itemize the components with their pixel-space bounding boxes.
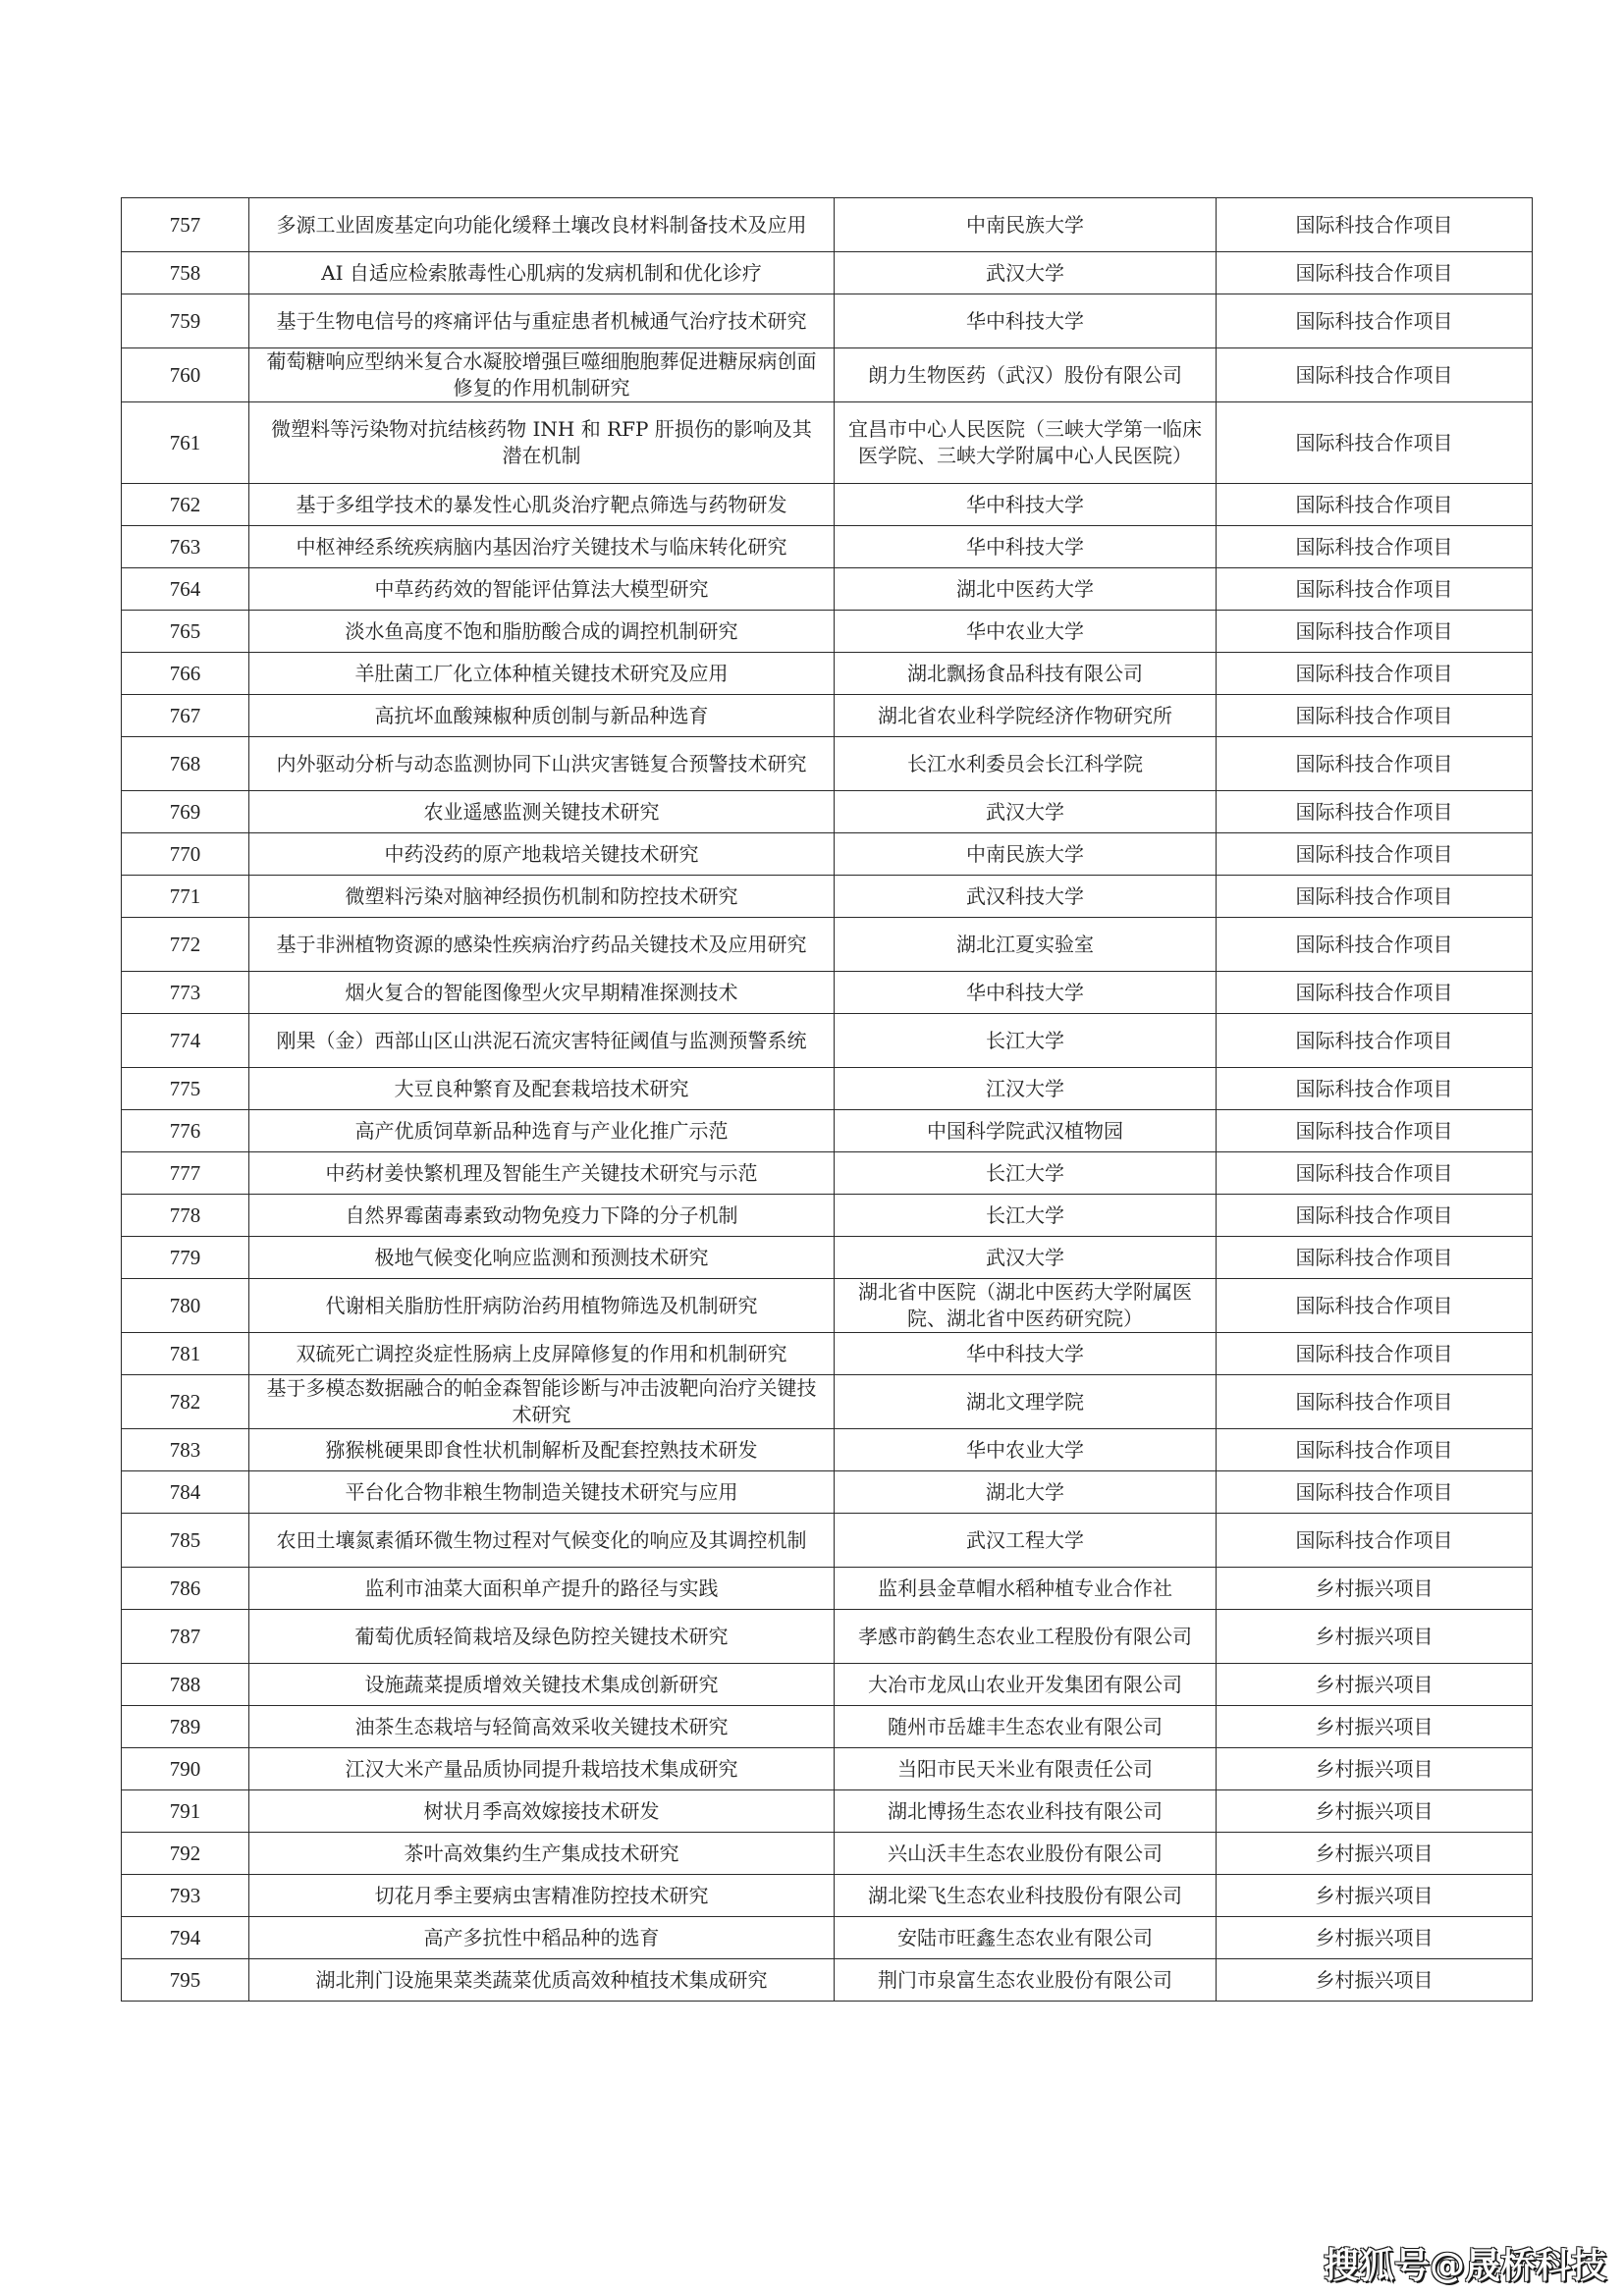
table-row [122, 568, 1533, 611]
cell-institution: 武汉大学 [835, 791, 1217, 833]
cell-project-title: 极地气候变化响应监测和预测技术研究 [249, 1237, 835, 1279]
table-row [122, 402, 1533, 484]
cell-institution: 长江大学 [835, 1152, 1217, 1195]
cell-project-title: 高产优质饲草新品种选育与产业化推广示范 [249, 1110, 835, 1152]
table-row [122, 1014, 1533, 1068]
cell-institution: 湖北文理学院 [835, 1375, 1217, 1429]
cell-project-title: 切花月季主要病虫害精准防控技术研究 [249, 1875, 835, 1917]
cell-institution: 中南民族大学 [835, 833, 1217, 876]
cell-category: 国际科技合作项目 [1217, 653, 1533, 695]
table-row [122, 1875, 1533, 1917]
table-row [122, 1748, 1533, 1790]
cell-project-title: 中草药药效的智能评估算法大模型研究 [249, 568, 835, 611]
table-row [122, 1195, 1533, 1237]
cell-institution: 当阳市民天米业有限责任公司 [835, 1748, 1217, 1790]
cell-project-title: 中药材姜快繁机理及智能生产关键技术研究与示范 [249, 1152, 835, 1195]
cell-project-title: 高产多抗性中稻品种的选育 [249, 1917, 835, 1959]
cell-project-title: 中药没药的原产地栽培关键技术研究 [249, 833, 835, 876]
cell-number: 780 [122, 1279, 249, 1333]
cell-number: 790 [122, 1748, 249, 1790]
table-row [122, 1152, 1533, 1195]
cell-category: 乡村振兴项目 [1217, 1790, 1533, 1833]
cell-project-title: 监利市油菜大面积单产提升的路径与实践 [249, 1568, 835, 1610]
cell-category: 国际科技合作项目 [1217, 1195, 1533, 1237]
cell-project-title: 树状月季高效嫁接技术研发 [249, 1790, 835, 1833]
cell-number: 774 [122, 1014, 249, 1068]
table-row [122, 1375, 1533, 1429]
cell-institution: 朗力生物医药（武汉）股份有限公司 [835, 348, 1217, 402]
cell-category: 国际科技合作项目 [1217, 1279, 1533, 1333]
table-row [122, 294, 1533, 348]
cell-number: 768 [122, 737, 249, 791]
cell-project-title: AI 自适应检索脓毒性心肌病的发病机制和优化诊疗 [249, 252, 835, 294]
cell-number: 762 [122, 484, 249, 526]
cell-institution: 长江大学 [835, 1195, 1217, 1237]
table-row [122, 653, 1533, 695]
cell-number: 777 [122, 1152, 249, 1195]
table-row [122, 1279, 1533, 1333]
cell-institution: 监利县金草帽水稻种植专业合作社 [835, 1568, 1217, 1610]
cell-project-title: 刚果（金）西部山区山洪泥石流灾害特征阈值与监测预警系统 [249, 1014, 835, 1068]
cell-category: 乡村振兴项目 [1217, 1610, 1533, 1664]
cell-institution: 长江水利委员会长江科学院 [835, 737, 1217, 791]
cell-number: 793 [122, 1875, 249, 1917]
table-row [122, 1068, 1533, 1110]
cell-institution: 孝感市韵鹤生态农业工程股份有限公司 [835, 1610, 1217, 1664]
cell-project-title: 烟火复合的智能图像型火灾早期精准探测技术 [249, 972, 835, 1014]
cell-project-title: 农业遥感监测关键技术研究 [249, 791, 835, 833]
table-row [122, 484, 1533, 526]
cell-institution: 华中科技大学 [835, 294, 1217, 348]
cell-number: 787 [122, 1610, 249, 1664]
cell-institution: 武汉工程大学 [835, 1514, 1217, 1568]
cell-category: 乡村振兴项目 [1217, 1959, 1533, 2002]
cell-category: 国际科技合作项目 [1217, 1471, 1533, 1514]
cell-institution: 江汉大学 [835, 1068, 1217, 1110]
cell-project-title: 油茶生态栽培与轻简高效采收关键技术研究 [249, 1706, 835, 1748]
table-row [122, 1706, 1533, 1748]
table-row [122, 1429, 1533, 1471]
cell-number: 789 [122, 1706, 249, 1748]
cell-institution: 湖北中医药大学 [835, 568, 1217, 611]
cell-category: 国际科技合作项目 [1217, 294, 1533, 348]
cell-project-title: 茶叶高效集约生产集成技术研究 [249, 1833, 835, 1875]
cell-number: 758 [122, 252, 249, 294]
table-row [122, 1471, 1533, 1514]
cell-project-title: 江汉大米产量品质协同提升栽培技术集成研究 [249, 1748, 835, 1790]
cell-category: 国际科技合作项目 [1217, 791, 1533, 833]
cell-project-title: 多源工业固废基定向功能化缓释土壤改良材料制备技术及应用 [249, 198, 835, 252]
cell-number: 795 [122, 1959, 249, 2002]
cell-project-title: 湖北荆门设施果菜类蔬菜优质高效种植技术集成研究 [249, 1959, 835, 2002]
cell-institution: 武汉大学 [835, 1237, 1217, 1279]
cell-project-title: 羊肚菌工厂化立体种植关键技术研究及应用 [249, 653, 835, 695]
cell-institution: 随州市岳雄丰生态农业有限公司 [835, 1706, 1217, 1748]
cell-institution: 华中科技大学 [835, 972, 1217, 1014]
watermark: 搜狐号@晟桥科技 [1324, 2246, 1607, 2286]
cell-category: 国际科技合作项目 [1217, 348, 1533, 402]
cell-category: 国际科技合作项目 [1217, 695, 1533, 737]
table-row [122, 737, 1533, 791]
cell-institution: 华中农业大学 [835, 1429, 1217, 1471]
cell-category: 国际科技合作项目 [1217, 1237, 1533, 1279]
table-row [122, 348, 1533, 402]
cell-number: 779 [122, 1237, 249, 1279]
cell-category: 国际科技合作项目 [1217, 1429, 1533, 1471]
cell-institution: 武汉科技大学 [835, 876, 1217, 918]
project-list-page [121, 197, 1532, 2002]
table-row [122, 1790, 1533, 1833]
cell-project-title: 代谢相关脂肪性肝病防治药用植物筛选及机制研究 [249, 1279, 835, 1333]
cell-institution: 华中科技大学 [835, 1333, 1217, 1375]
table-row [122, 252, 1533, 294]
cell-category: 国际科技合作项目 [1217, 484, 1533, 526]
cell-number: 791 [122, 1790, 249, 1833]
table-row [122, 918, 1533, 972]
cell-project-title: 基于多组学技术的暴发性心肌炎治疗靶点筛选与药物研发 [249, 484, 835, 526]
cell-institution: 湖北大学 [835, 1471, 1217, 1514]
cell-project-title: 葡萄糖响应型纳米复合水凝胶增强巨噬细胞胞葬促进糖尿病创面修复的作用机制研究 [249, 348, 835, 402]
table-row [122, 198, 1533, 252]
cell-number: 788 [122, 1664, 249, 1706]
cell-category: 国际科技合作项目 [1217, 918, 1533, 972]
cell-number: 786 [122, 1568, 249, 1610]
cell-number: 782 [122, 1375, 249, 1429]
cell-number: 771 [122, 876, 249, 918]
cell-category: 国际科技合作项目 [1217, 611, 1533, 653]
cell-number: 761 [122, 402, 249, 484]
cell-category: 国际科技合作项目 [1217, 1110, 1533, 1152]
cell-category: 国际科技合作项目 [1217, 737, 1533, 791]
cell-number: 769 [122, 791, 249, 833]
cell-institution: 大冶市龙凤山农业开发集团有限公司 [835, 1664, 1217, 1706]
cell-institution: 长江大学 [835, 1014, 1217, 1068]
table-row [122, 1237, 1533, 1279]
cell-category: 国际科技合作项目 [1217, 1514, 1533, 1568]
table-row [122, 1664, 1533, 1706]
cell-category: 国际科技合作项目 [1217, 1333, 1533, 1375]
cell-project-title: 微塑料等污染物对抗结核药物 INH 和 RFP 肝损伤的影响及其潜在机制 [249, 402, 835, 484]
cell-number: 773 [122, 972, 249, 1014]
cell-number: 784 [122, 1471, 249, 1514]
cell-project-title: 高抗坏血酸辣椒种质创制与新品种选育 [249, 695, 835, 737]
cell-institution: 华中科技大学 [835, 484, 1217, 526]
cell-number: 781 [122, 1333, 249, 1375]
cell-category: 乡村振兴项目 [1217, 1568, 1533, 1610]
cell-number: 759 [122, 294, 249, 348]
cell-category: 国际科技合作项目 [1217, 833, 1533, 876]
cell-institution: 中南民族大学 [835, 198, 1217, 252]
cell-institution: 华中农业大学 [835, 611, 1217, 653]
table-row [122, 1959, 1533, 2002]
cell-category: 国际科技合作项目 [1217, 1152, 1533, 1195]
cell-number: 763 [122, 526, 249, 568]
project-table-body [122, 198, 1533, 2002]
cell-institution: 华中科技大学 [835, 526, 1217, 568]
cell-project-title: 葡萄优质轻简栽培及绿色防控关键技术研究 [249, 1610, 835, 1664]
cell-number: 775 [122, 1068, 249, 1110]
cell-institution: 荆门市泉富生态农业股份有限公司 [835, 1959, 1217, 2002]
cell-project-title: 微塑料污染对脑神经损伤机制和防控技术研究 [249, 876, 835, 918]
cell-project-title: 大豆良种繁育及配套栽培技术研究 [249, 1068, 835, 1110]
cell-project-title: 中枢神经系统疾病脑内基因治疗关键技术与临床转化研究 [249, 526, 835, 568]
cell-number: 765 [122, 611, 249, 653]
table-row [122, 1110, 1533, 1152]
cell-project-title: 淡水鱼高度不饱和脂肪酸合成的调控机制研究 [249, 611, 835, 653]
cell-project-title: 猕猴桃硬果即食性状机制解析及配套控熟技术研发 [249, 1429, 835, 1471]
cell-number: 757 [122, 198, 249, 252]
cell-category: 国际科技合作项目 [1217, 876, 1533, 918]
cell-category: 乡村振兴项目 [1217, 1706, 1533, 1748]
table-row [122, 876, 1533, 918]
cell-category: 国际科技合作项目 [1217, 526, 1533, 568]
cell-project-title: 内外驱动分析与动态监测协同下山洪灾害链复合预警技术研究 [249, 737, 835, 791]
cell-institution: 武汉大学 [835, 252, 1217, 294]
cell-project-title: 农田土壤氮素循环微生物过程对气候变化的响应及其调控机制 [249, 1514, 835, 1568]
cell-project-title: 基于生物电信号的疼痛评估与重症患者机械通气治疗技术研究 [249, 294, 835, 348]
cell-number: 792 [122, 1833, 249, 1875]
cell-institution: 宜昌市中心人民医院（三峡大学第一临床医学院、三峡大学附属中心人民医院） [835, 402, 1217, 484]
cell-category: 乡村振兴项目 [1217, 1875, 1533, 1917]
cell-project-title: 基于多模态数据融合的帕金森智能诊断与冲击波靶向治疗关键技术研究 [249, 1375, 835, 1429]
cell-institution: 湖北梁飞生态农业科技股份有限公司 [835, 1875, 1217, 1917]
table-row [122, 1514, 1533, 1568]
table-row [122, 1833, 1533, 1875]
table-row [122, 1917, 1533, 1959]
cell-category: 乡村振兴项目 [1217, 1664, 1533, 1706]
cell-number: 764 [122, 568, 249, 611]
cell-number: 770 [122, 833, 249, 876]
cell-institution: 湖北博扬生态农业科技有限公司 [835, 1790, 1217, 1833]
cell-number: 772 [122, 918, 249, 972]
table-row [122, 611, 1533, 653]
cell-category: 国际科技合作项目 [1217, 1014, 1533, 1068]
cell-category: 国际科技合作项目 [1217, 972, 1533, 1014]
table-row [122, 833, 1533, 876]
cell-project-title: 平台化合物非粮生物制造关键技术研究与应用 [249, 1471, 835, 1514]
cell-category: 国际科技合作项目 [1217, 198, 1533, 252]
cell-category: 乡村振兴项目 [1217, 1833, 1533, 1875]
cell-project-title: 双硫死亡调控炎症性肠病上皮屏障修复的作用和机制研究 [249, 1333, 835, 1375]
cell-number: 785 [122, 1514, 249, 1568]
cell-number: 778 [122, 1195, 249, 1237]
cell-number: 760 [122, 348, 249, 402]
table-row [122, 1333, 1533, 1375]
cell-institution: 湖北省农业科学院经济作物研究所 [835, 695, 1217, 737]
cell-number: 767 [122, 695, 249, 737]
table-row [122, 1610, 1533, 1664]
cell-institution: 兴山沃丰生态农业股份有限公司 [835, 1833, 1217, 1875]
cell-category: 国际科技合作项目 [1217, 568, 1533, 611]
cell-institution: 湖北江夏实验室 [835, 918, 1217, 972]
cell-institution: 湖北飘扬食品科技有限公司 [835, 653, 1217, 695]
project-table [121, 197, 1533, 2002]
cell-number: 794 [122, 1917, 249, 1959]
cell-institution: 安陆市旺鑫生态农业有限公司 [835, 1917, 1217, 1959]
cell-project-title: 基于非洲植物资源的感染性疾病治疗药品关键技术及应用研究 [249, 918, 835, 972]
table-row [122, 1568, 1533, 1610]
table-row [122, 972, 1533, 1014]
table-row [122, 791, 1533, 833]
cell-number: 776 [122, 1110, 249, 1152]
cell-category: 国际科技合作项目 [1217, 1375, 1533, 1429]
cell-number: 766 [122, 653, 249, 695]
cell-institution: 湖北省中医院（湖北中医药大学附属医院、湖北省中医药研究院） [835, 1279, 1217, 1333]
cell-category: 国际科技合作项目 [1217, 402, 1533, 484]
cell-institution: 中国科学院武汉植物园 [835, 1110, 1217, 1152]
cell-project-title: 设施蔬菜提质增效关键技术集成创新研究 [249, 1664, 835, 1706]
cell-category: 国际科技合作项目 [1217, 1068, 1533, 1110]
cell-category: 乡村振兴项目 [1217, 1917, 1533, 1959]
cell-project-title: 自然界霉菌毒素致动物免疫力下降的分子机制 [249, 1195, 835, 1237]
table-row [122, 695, 1533, 737]
table-row [122, 526, 1533, 568]
cell-number: 783 [122, 1429, 249, 1471]
cell-category: 国际科技合作项目 [1217, 252, 1533, 294]
cell-category: 乡村振兴项目 [1217, 1748, 1533, 1790]
